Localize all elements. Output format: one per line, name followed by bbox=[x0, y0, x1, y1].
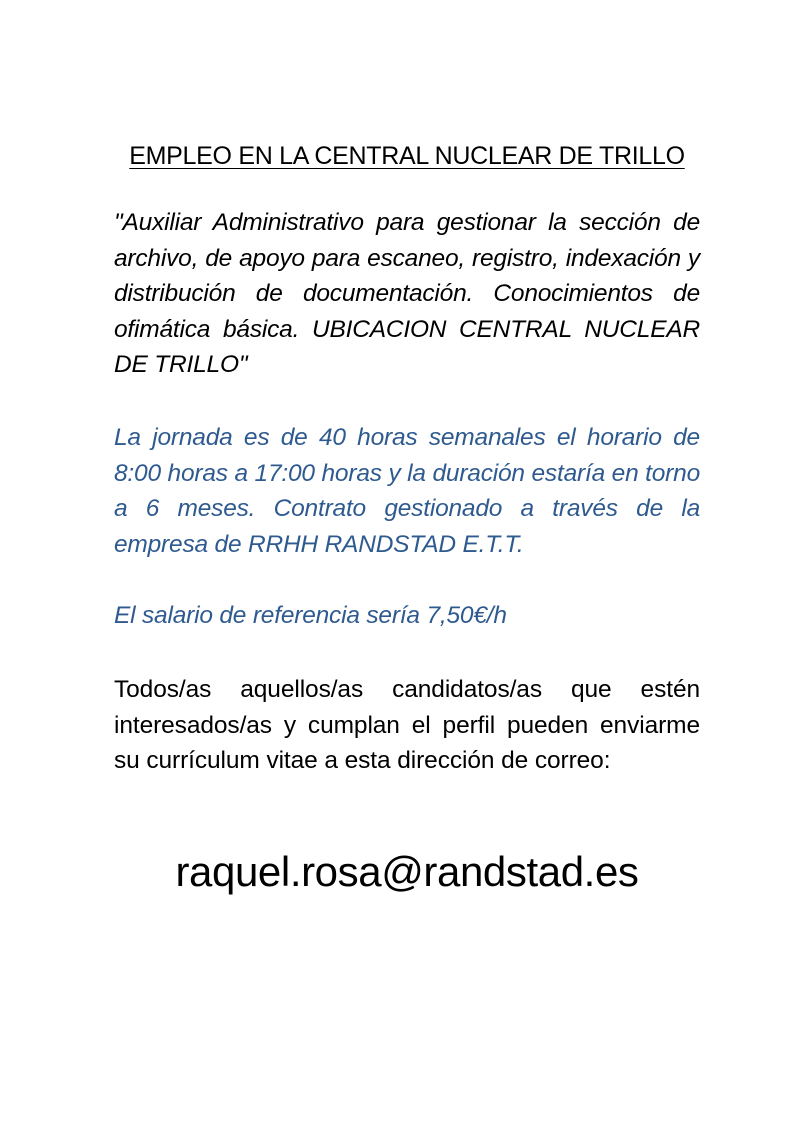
call-to-action-paragraph: Todos/as aquellos/as candidatos/as que estén interesados/as y cumplan el perfil pueden enviarme su currículum vitae a esta dirección de correo: bbox=[114, 676, 700, 774]
schedule-paragraph: La jornada es de 40 horas semanales el horario de 8:00 horas a 17:00 horas y la duración estaría en torno a 6 meses. Contrato gestionado a través de la empresa de RRHH RANDSTAD E.T.T. bbox=[114, 424, 700, 558]
document-title: EMPLEO EN LA CENTRAL NUCLEAR DE TRILLO bbox=[129, 142, 685, 170]
salary-paragraph: El salario de referencia sería 7,50€/h bbox=[114, 602, 507, 629]
contact-email: raquel.rosa@randstad.es bbox=[175, 848, 639, 895]
job-description-paragraph: "Auxiliar Administrativo para gestionar la sección de archivo, de apoyo para escaneo, registro, indexación y distribución de documentación. Conocimientos de ofimática básica. UBICACION CENTRAL NUCLEAR DE TRILLO" bbox=[114, 209, 700, 378]
